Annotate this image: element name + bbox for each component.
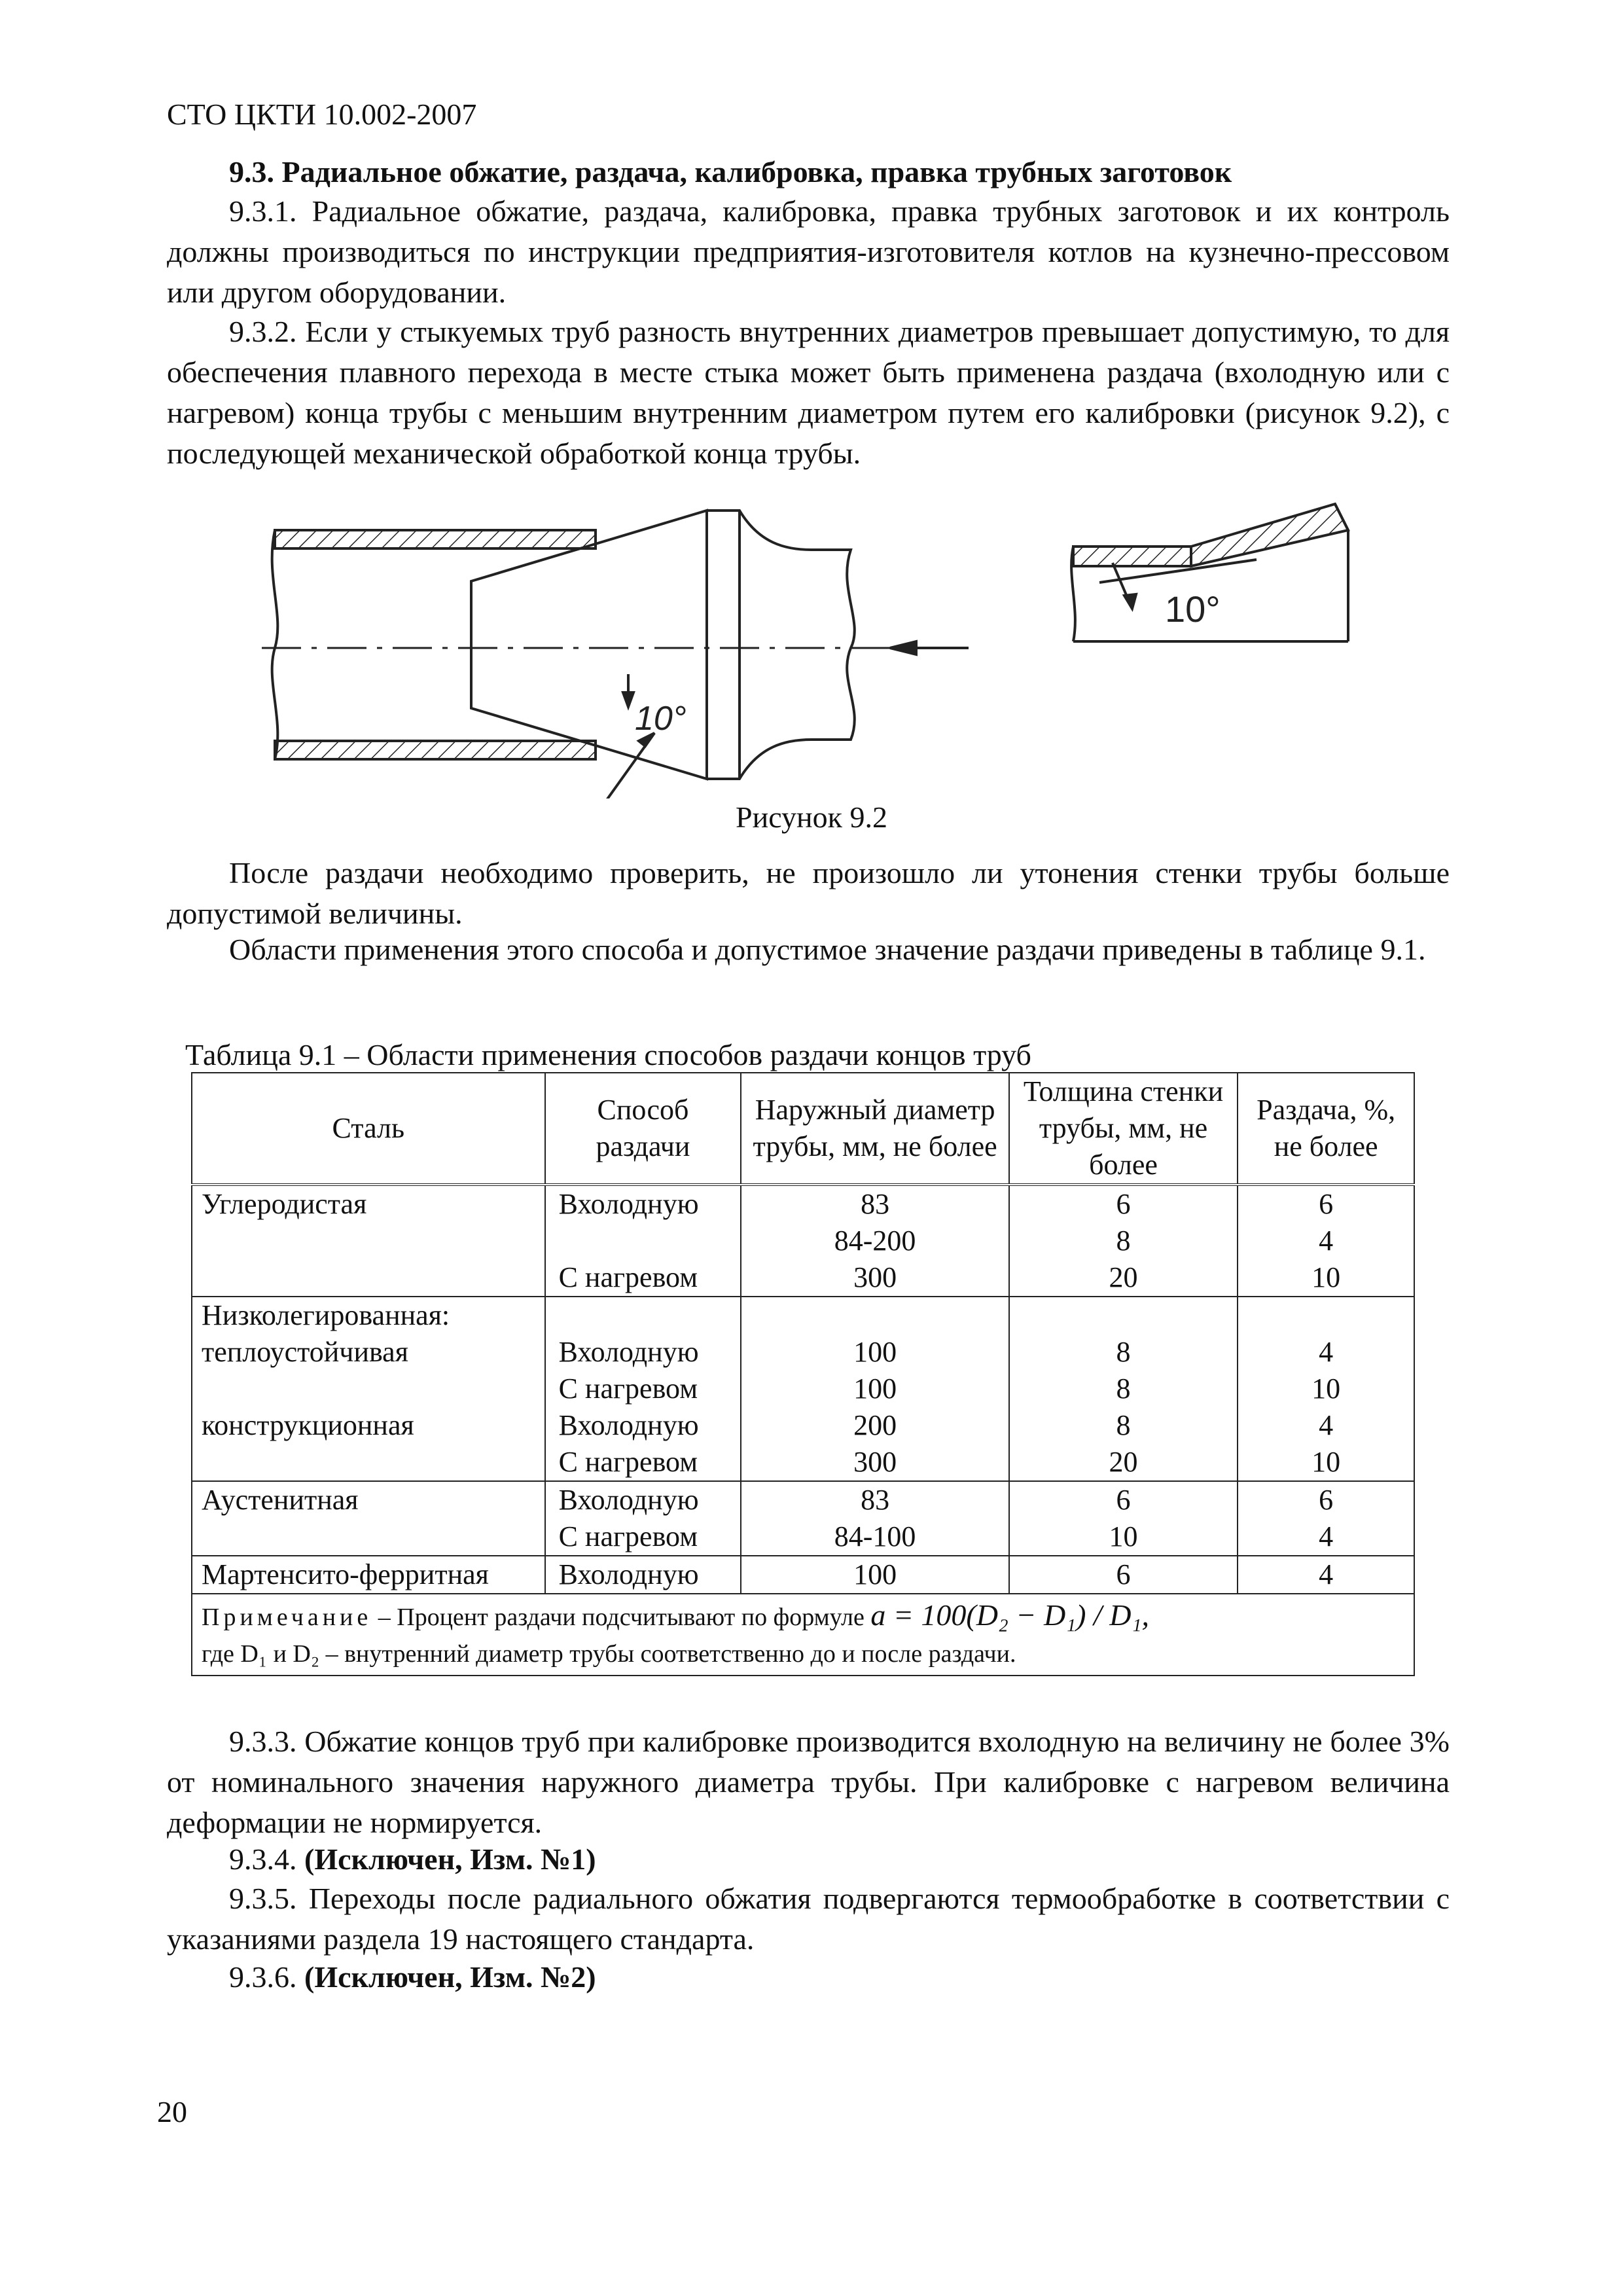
cell-diameter: 84-200 bbox=[741, 1223, 1008, 1259]
cell-expansion: 10 bbox=[1238, 1444, 1414, 1481]
table-row bbox=[192, 1297, 1414, 1334]
cell-diameter: 300 bbox=[741, 1259, 1008, 1297]
cell-method: Вхолодную bbox=[545, 1481, 741, 1518]
paragraph-number: 9.3.6. bbox=[229, 1960, 297, 1994]
table-row bbox=[192, 1223, 1414, 1259]
cell-steel: Мартенсито-ферритная bbox=[192, 1556, 545, 1594]
table-row bbox=[192, 1518, 1414, 1556]
header-expansion: Раздача, %, не более bbox=[1238, 1073, 1414, 1185]
table-row bbox=[192, 1556, 1414, 1594]
header-thickness: Толщина стенки трубы, мм, не более bbox=[1009, 1073, 1238, 1185]
paragraph-number: 9.3.4. bbox=[229, 1842, 297, 1876]
cell-diameter: 100 bbox=[741, 1556, 1008, 1594]
paragraph-after-figure-2: Области применения этого способа и допустимое значение раздачи приведены в таблице 9.1. bbox=[229, 933, 1426, 966]
cell-diameter bbox=[741, 1297, 1008, 1334]
cell-diameter: 83 bbox=[741, 1185, 1008, 1223]
cell-expansion: 4 bbox=[1238, 1407, 1414, 1444]
cell-thickness: 6 bbox=[1009, 1481, 1238, 1518]
cell-method: С нагревом bbox=[545, 1371, 741, 1407]
cell-steel bbox=[192, 1259, 545, 1297]
cell-steel: конструкционная bbox=[192, 1407, 545, 1444]
cell-method: Вхолодную bbox=[545, 1407, 741, 1444]
note-label: Примечание bbox=[202, 1604, 372, 1631]
cell-diameter: 100 bbox=[741, 1371, 1008, 1407]
cell-diameter: 200 bbox=[741, 1407, 1008, 1444]
paragraph-9-3-5: 9.3.5. Переходы после радиального обжатия подвергаются термообработке в соответствии с указаниями раздела 19 настоящего стандарта. bbox=[167, 1882, 1450, 1956]
cell-method: Вхолодную bbox=[545, 1185, 741, 1223]
document-header: СТО ЦКТИ 10.002-2007 bbox=[167, 98, 477, 131]
table-row bbox=[192, 1407, 1414, 1444]
cell-method: С нагревом bbox=[545, 1444, 741, 1481]
table-row bbox=[192, 1185, 1414, 1223]
table-row bbox=[192, 1444, 1414, 1481]
cell-expansion: 10 bbox=[1238, 1259, 1414, 1297]
cell-expansion bbox=[1238, 1297, 1414, 1334]
cell-steel bbox=[192, 1518, 545, 1556]
cell-thickness: 20 bbox=[1009, 1259, 1238, 1297]
cell-diameter: 84-100 bbox=[741, 1518, 1008, 1556]
cell-steel bbox=[192, 1371, 545, 1407]
excluded-note: (Исключен, Изм. №1) bbox=[304, 1842, 596, 1876]
cell-expansion: 4 bbox=[1238, 1518, 1414, 1556]
cell-thickness: 6 bbox=[1009, 1185, 1238, 1223]
cell-thickness: 20 bbox=[1009, 1444, 1238, 1481]
table-header-row bbox=[192, 1073, 1414, 1185]
cell-steel: Низколегированная: bbox=[192, 1297, 545, 1334]
cell-thickness: 8 bbox=[1009, 1334, 1238, 1371]
cell-method bbox=[545, 1223, 741, 1259]
cell-steel bbox=[192, 1223, 545, 1259]
cell-thickness: 8 bbox=[1009, 1371, 1238, 1407]
cell-steel: Углеродистая bbox=[192, 1185, 545, 1223]
angle-label-left: 10° bbox=[635, 700, 687, 738]
paragraph-9-3-6 bbox=[167, 1957, 1450, 1998]
table-note-row bbox=[192, 1594, 1414, 1676]
tube-drawing-left bbox=[262, 511, 969, 798]
header-diameter: Наружный диаметр трубы, мм, не более bbox=[741, 1073, 1008, 1185]
cell-thickness bbox=[1009, 1297, 1238, 1334]
cell-expansion: 4 bbox=[1238, 1556, 1414, 1594]
angle-label-right: 10° bbox=[1165, 588, 1221, 630]
table-9-1 bbox=[191, 1072, 1415, 1676]
section-title: 9.3. Радиальное обжатие, раздача, калибровка, правка трубных заготовок bbox=[229, 155, 1232, 188]
paragraph-9-3-3: 9.3.3. Обжатие концов труб при калибровке производится вхолодную на величину не более 3% от номинального значения наружного диаметра трубы. При калибровке с нагревом величина деформации не нормируется. bbox=[167, 1725, 1450, 1839]
page-number: 20 bbox=[157, 2095, 187, 2128]
header-steel: Сталь bbox=[192, 1073, 545, 1185]
cell-expansion: 4 bbox=[1238, 1334, 1414, 1371]
cell-expansion: 4 bbox=[1238, 1223, 1414, 1259]
excluded-note: (Исключен, Изм. №2) bbox=[304, 1960, 596, 1994]
table-row bbox=[192, 1371, 1414, 1407]
table-row bbox=[192, 1259, 1414, 1297]
paragraph-9-3-4 bbox=[167, 1839, 1450, 1880]
table-row bbox=[192, 1334, 1414, 1371]
cell-thickness: 8 bbox=[1009, 1407, 1238, 1444]
cell-expansion: 6 bbox=[1238, 1185, 1414, 1223]
cell-expansion: 6 bbox=[1238, 1481, 1414, 1518]
cell-thickness: 10 bbox=[1009, 1518, 1238, 1556]
cell-diameter: 300 bbox=[741, 1444, 1008, 1481]
note-formula: a = 100(D₂ − D₁) / D₁, bbox=[870, 1598, 1149, 1632]
paragraph-9-3-2: 9.3.2. Если у стыкуемых труб разность внутренних диаметров превышает допустимую, то для обеспечения плавного перехода в месте стыка может быть применена раздача (вхолодную или с нагревом) конца трубы с меньшим внутренним диаметром путем его калибровки (рисунок 9.2), с последующей механической обработкой конца трубы. bbox=[167, 315, 1450, 470]
figure-caption: Рисунок 9.2 bbox=[736, 800, 887, 834]
cell-thickness: 8 bbox=[1009, 1223, 1238, 1259]
cell-diameter: 100 bbox=[741, 1334, 1008, 1371]
note-line-2: где D₁ и D₂ – внутренний диаметр трубы соответственно до и после раздачи. bbox=[202, 1640, 1016, 1668]
cell-thickness: 6 bbox=[1009, 1556, 1238, 1594]
cell-method: С нагревом bbox=[545, 1259, 741, 1297]
paragraph-9-3-1: 9.3.1. Радиальное обжатие, раздача, калибровка, правка трубных заготовок и их контроль должны производиться по инструкции предприятия-изготовителя котлов на кузнечно-прессовом или другом оборудовании. bbox=[167, 194, 1450, 309]
note-text: – Процент раздачи подсчитывают по формуле bbox=[378, 1604, 865, 1631]
cell-method: Вхолодную bbox=[545, 1334, 741, 1371]
table-caption: Таблица 9.1 – Области применения способов раздачи концов труб bbox=[185, 1038, 1031, 1071]
paragraph-after-figure-1: После раздачи необходимо проверить, не произошло ли утонения стенки трубы больше допустимой величины. bbox=[167, 856, 1450, 930]
cell-expansion: 10 bbox=[1238, 1371, 1414, 1407]
cell-method: С нагревом bbox=[545, 1518, 741, 1556]
table-note bbox=[192, 1594, 1414, 1676]
cell-steel: Аустенитная bbox=[192, 1481, 545, 1518]
figure-9-2 bbox=[262, 484, 1374, 798]
table-row bbox=[192, 1481, 1414, 1518]
header-method: Способ раздачи bbox=[545, 1073, 741, 1185]
cell-method: Вхолодную bbox=[545, 1556, 741, 1594]
cell-diameter: 83 bbox=[741, 1481, 1008, 1518]
cell-steel bbox=[192, 1444, 545, 1481]
cell-steel: теплоустойчивая bbox=[192, 1334, 545, 1371]
cell-method bbox=[545, 1297, 741, 1334]
